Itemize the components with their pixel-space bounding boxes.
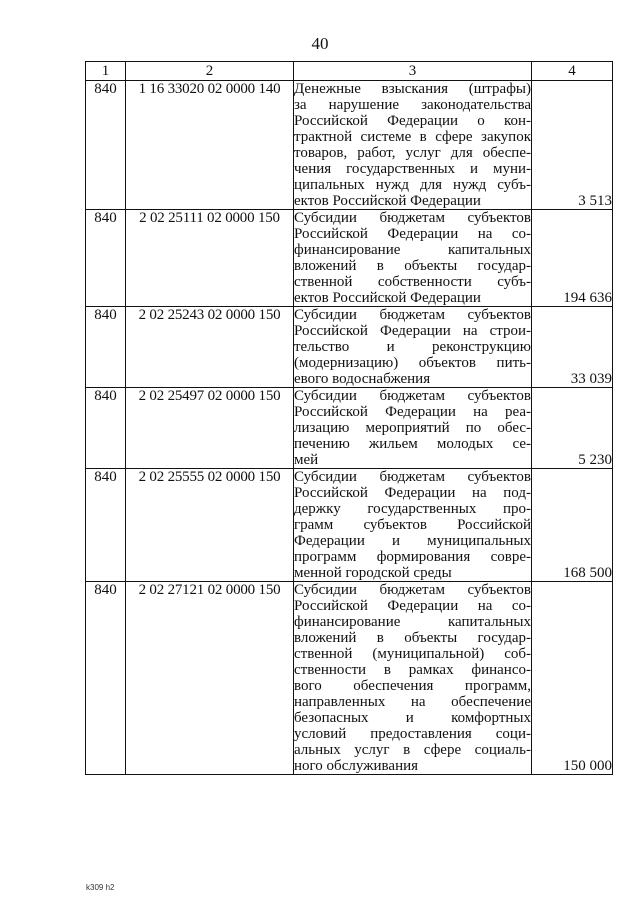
description-line: Субсидии бюджетам субъектов [294, 469, 531, 485]
budget-code-cell: 2 02 25243 02 0000 150 [126, 307, 294, 388]
description-line: Субсидии бюджетам субъектов [294, 210, 531, 226]
footer-code: k309 h2 [86, 883, 115, 892]
description-cell [294, 81, 532, 210]
table-body [86, 81, 613, 775]
table-row [86, 388, 613, 469]
description-line: мей [294, 452, 319, 468]
header-cell-1: 1 [86, 62, 126, 81]
description-line: ектов Российской Федерации [294, 193, 481, 209]
budget-code-cell: 2 02 27121 02 0000 150 [126, 582, 294, 775]
description-line: Российской Федерации на под- [294, 485, 531, 501]
description-line: ственности в рамках финансо- [294, 662, 531, 678]
amount-cell: 194 636 [532, 210, 613, 307]
budget-code-cell: 2 02 25497 02 0000 150 [126, 388, 294, 469]
table-row [86, 469, 613, 582]
admin-code-cell: 840 [86, 582, 126, 775]
description-line: программ формирования совре- [294, 549, 531, 565]
page-number: 40 [311, 34, 329, 53]
description-line: Российской Федерации на со- [294, 598, 531, 614]
description-line: держку государственных про- [294, 501, 531, 517]
description-line: товаров, работ, услуг для обеспе- [294, 145, 531, 161]
description-line: направленных на обеспечение [294, 694, 531, 710]
admin-code-cell: 840 [86, 210, 126, 307]
description-line: печению жильем молодых се- [294, 436, 531, 452]
description-line: вложений в объекты государ- [294, 630, 531, 646]
description-line: финансирование капитальных [294, 242, 531, 258]
description-line: вложений в объекты государ- [294, 258, 531, 274]
header-cell-4: 4 [532, 62, 613, 81]
description-cell [294, 210, 532, 307]
description-line: лизацию мероприятий по обес- [294, 420, 531, 436]
header-cell-2: 2 [126, 62, 294, 81]
table-row [86, 582, 613, 775]
amount-cell: 33 039 [532, 307, 613, 388]
admin-code-cell: 840 [86, 307, 126, 388]
description-line: Субсидии бюджетам субъектов [294, 307, 531, 323]
description-line: ственной (муниципальной) соб- [294, 646, 531, 662]
admin-code-cell: 840 [86, 81, 126, 210]
admin-code-cell: 840 [86, 469, 126, 582]
description-line: Денежные взыскания (штрафы) [294, 81, 531, 97]
description-line: Российской Федерации на строи- [294, 323, 531, 339]
budget-table [85, 61, 613, 775]
description-cell [294, 582, 532, 775]
description-line: условий предоставления соци- [294, 726, 531, 742]
table-row [86, 81, 613, 210]
description-line: ного обслуживания [294, 758, 419, 774]
description-line: ственной собственности субъ- [294, 274, 531, 290]
description-line: Российской Федерации о кон- [294, 113, 531, 129]
description-line: трактной системе в сфере закупок [294, 129, 531, 145]
admin-code-cell: 840 [86, 388, 126, 469]
description-line: Федерации и муниципальных [294, 533, 531, 549]
description-line: Российской Федерации на реа- [294, 404, 531, 420]
description-line: грамм субъектов Российской [294, 517, 531, 533]
header-row [86, 62, 613, 81]
description-line: (модернизацию) объектов пить- [294, 355, 531, 371]
description-line: альных услуг в сфере социаль- [294, 742, 531, 758]
description-line: безопасных и комфортных [294, 710, 531, 726]
description-cell [294, 307, 532, 388]
amount-cell: 150 000 [532, 582, 613, 775]
budget-code-cell: 2 02 25111 02 0000 150 [126, 210, 294, 307]
table-row [86, 210, 613, 307]
budget-code-cell: 1 16 33020 02 0000 140 [126, 81, 294, 210]
amount-cell: 5 230 [532, 388, 613, 469]
description-line: Российской Федерации на со- [294, 226, 531, 242]
description-line: финансирование капитальных [294, 614, 531, 630]
amount-cell: 3 513 [532, 81, 613, 210]
description-cell [294, 469, 532, 582]
description-line: Субсидии бюджетам субъектов [294, 388, 531, 404]
description-line: евого водоснабжения [294, 371, 431, 387]
header-cell-3: 3 [294, 62, 532, 81]
description-line: менной городской среды [294, 565, 452, 581]
table-row [86, 307, 613, 388]
amount-cell: 168 500 [532, 469, 613, 582]
description-line: чения государственных и муни- [294, 161, 531, 177]
description-line: ектов Российской Федерации [294, 290, 481, 306]
description-line: тельство и реконструкцию [294, 339, 531, 355]
description-line: вого обеспечения программ, [294, 678, 531, 694]
description-line: за нарушение законодательства [294, 97, 531, 113]
description-line: Субсидии бюджетам субъектов [294, 582, 531, 598]
description-cell [294, 388, 532, 469]
description-line: ципальных нужд для нужд субъ- [294, 177, 531, 193]
budget-code-cell: 2 02 25555 02 0000 150 [126, 469, 294, 582]
